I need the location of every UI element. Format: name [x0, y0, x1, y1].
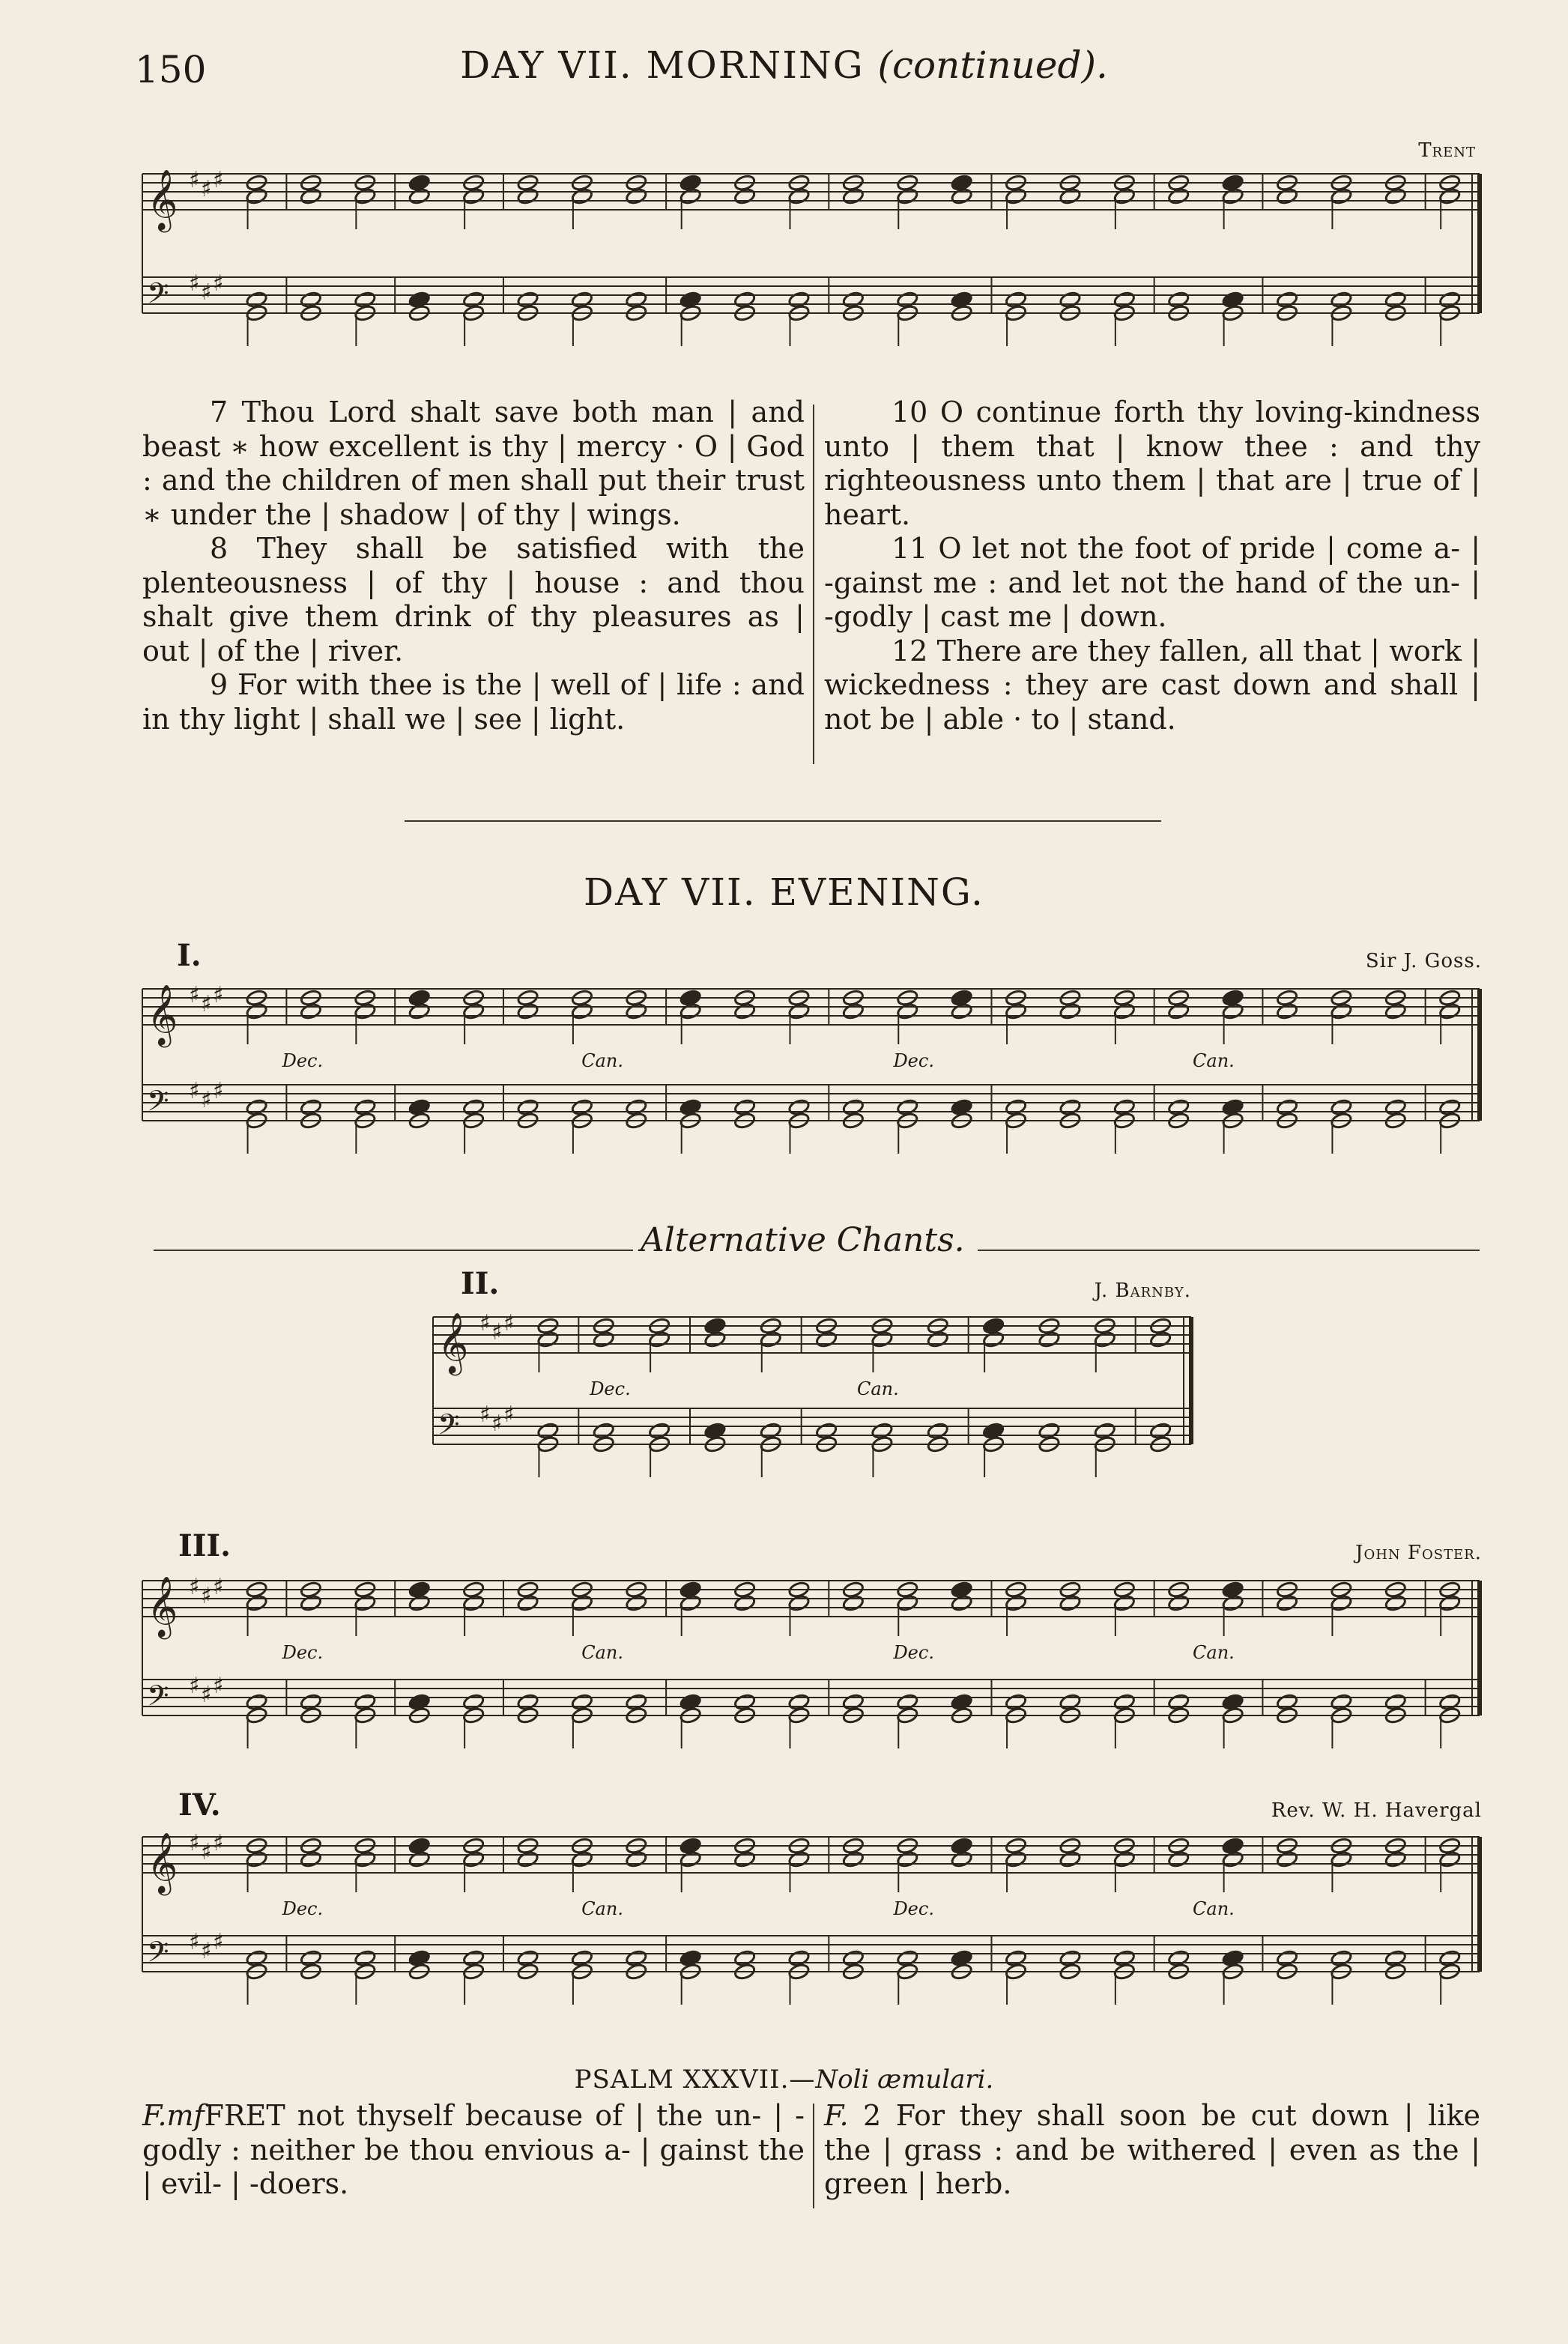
key-signature-icon: ♯	[503, 1402, 515, 1428]
psalm-title-label: PSALM XXXVII.—	[574, 2065, 816, 2095]
running-head-title: DAY VII. MORNING	[460, 43, 865, 87]
note-head-icon	[1330, 1850, 1352, 1868]
dec-marking: Dec.	[282, 1898, 324, 1919]
bass-clef-icon: 𝄢	[147, 1935, 169, 1975]
treble-clef-icon: 𝄞	[147, 984, 178, 1045]
bass-clef-icon: 𝄢	[438, 1408, 460, 1448]
dynamic-marking-left: F.mf	[142, 2099, 205, 2132]
note-head-icon	[571, 1850, 593, 1868]
key-signature-icon: ♯	[213, 270, 224, 297]
dec-marking: Dec.	[590, 1378, 631, 1399]
note-head-icon	[354, 1850, 376, 1868]
can-marking: Can.	[1193, 1898, 1235, 1919]
can-marking: Can.	[1193, 1642, 1235, 1663]
key-signature-icon: ♯	[201, 1087, 212, 1113]
verse-12: 12 There are they fallen, all that | work | wickedness : they are cast down and shall | not be | able · to | stand.	[824, 634, 1480, 736]
note-head-icon	[842, 1850, 865, 1868]
key-signature-icon: ♯	[213, 1929, 224, 1955]
treble-clef-icon: 𝄞	[147, 1832, 178, 1893]
verse-10: 10 O continue forth thy loving-kindness unto | them that | know thee : and thy righteousness unto them | that are | true of | heart.	[824, 396, 1480, 531]
note-head-icon	[733, 1850, 756, 1868]
treble-clef-icon: 𝄞	[147, 169, 178, 230]
note-head-icon	[951, 1850, 973, 1868]
running-head-suffix: (continued).	[877, 43, 1108, 87]
key-signature-icon: ♯	[201, 991, 212, 1017]
psalm-title	[0, 2065, 1568, 2095]
chant-numeral-iii: III.	[178, 1528, 231, 1563]
psalm-text-right-column	[824, 2099, 1480, 2202]
composer-havergal: Rev. W. H. Havergal	[1271, 1799, 1482, 1822]
key-signature-icon: ♯	[491, 1319, 503, 1345]
chant-numeral-iv: IV.	[178, 1787, 221, 1823]
note-head-icon	[1059, 1850, 1081, 1868]
composer-barnby: J. Barnby.	[1094, 1279, 1191, 1302]
key-signature-icon: ♯	[479, 1310, 491, 1336]
key-signature-icon: ♯	[189, 1929, 200, 1955]
bass-clef-icon: 𝄢	[147, 1084, 169, 1124]
chant-numeral-ii: II.	[461, 1266, 500, 1301]
psalm-subtitle: Noli æmulari.	[815, 2065, 994, 2095]
note-head-icon	[1222, 1850, 1244, 1868]
key-signature-icon: ♯	[213, 982, 224, 1008]
can-marking: Can.	[581, 1642, 623, 1663]
note-head-icon	[896, 1850, 918, 1868]
key-signature-icon: ♯	[189, 167, 200, 193]
key-signature-icon: ♯	[213, 167, 224, 193]
note-head-icon	[625, 1850, 647, 1868]
key-signature-icon: ♯	[201, 1839, 212, 1865]
bass-clef-icon: 𝄢	[147, 276, 169, 317]
key-signature-icon: ♯	[201, 1583, 212, 1609]
bass-clef-icon: 𝄢	[147, 1679, 169, 1719]
dec-marking: Dec.	[282, 1050, 324, 1071]
column-divider-psalm	[813, 2104, 814, 2208]
note-head-icon	[788, 1850, 811, 1868]
psalm-verse-1: FRET not thyself because of | the un- | -godly : neither be thou envious a- | gainst the | evil- | -doers.	[142, 2099, 805, 2200]
can-marking: Can.	[857, 1378, 899, 1399]
composer-trent: Trent	[1418, 139, 1476, 162]
note-head-icon	[1167, 1850, 1190, 1868]
dec-marking: Dec.	[282, 1642, 324, 1663]
note-head-icon	[517, 1850, 539, 1868]
note-head-icon	[300, 1850, 322, 1868]
key-signature-icon: ♯	[213, 1078, 224, 1104]
note-head-icon	[462, 1850, 485, 1868]
treble-clef-icon: 𝄞	[438, 1312, 469, 1373]
key-signature-icon: ♯	[189, 1830, 200, 1856]
page-number: 150	[135, 48, 207, 91]
key-signature-icon: ♯	[189, 982, 200, 1008]
key-signature-icon: ♯	[201, 1682, 212, 1708]
verse-11: 11 O let not the foot of pride | come a- | -gainst me : and let not the hand of the un- | -godly | cast me | down.	[824, 532, 1480, 633]
dec-marking: Dec.	[893, 1642, 934, 1663]
note-head-icon	[1384, 1850, 1407, 1868]
key-signature-icon: ♯	[189, 1078, 200, 1104]
can-marking: Can.	[581, 1050, 623, 1071]
dec-marking: Dec.	[893, 1050, 934, 1071]
chant-numeral-i: I.	[177, 938, 202, 973]
key-signature-icon: ♯	[213, 1673, 224, 1699]
key-signature-icon: ♯	[189, 1673, 200, 1699]
note-head-icon	[1276, 1850, 1298, 1868]
psalm-verse-2: 2 For they shall soon be cut down | like the | grass : and be withered | even as the | green | herb.	[824, 2099, 1480, 2200]
key-signature-icon: ♯	[479, 1402, 491, 1428]
key-signature-icon: ♯	[189, 270, 200, 297]
key-signature-icon: ♯	[201, 279, 212, 306]
note-head-icon	[1005, 1850, 1027, 1868]
dec-marking: Dec.	[893, 1898, 934, 1919]
can-marking: Can.	[581, 1898, 623, 1919]
psalm-text-left-column	[142, 2099, 805, 2202]
note-head-icon	[246, 1850, 268, 1868]
note-head-icon	[408, 1850, 431, 1868]
alternative-chants-heading: Alternative Chants.	[641, 1221, 965, 1259]
verse-7: 7 Thou Lord shalt save both man | and beast ∗ how excellent is thy | mercy · O | God : and the children of men shall put their trust ∗ under the | shadow | of thy | wings.	[142, 396, 805, 531]
key-signature-icon: ♯	[491, 1411, 503, 1437]
note-head-icon	[1113, 1850, 1136, 1868]
key-signature-icon: ♯	[201, 1938, 212, 1964]
verse-9: 9 For with thee is the | well of | life : and in thy light | shall we | see | light.	[142, 668, 805, 736]
key-signature-icon: ♯	[201, 176, 212, 202]
dynamic-marking-right: F.	[824, 2099, 849, 2132]
verse-8: 8 They shall be satisfied with the plenteousness | of thy | house : and thou shalt give them drink of thy pleasures as | out | of the | river.	[142, 532, 805, 667]
can-marking: Can.	[1193, 1050, 1235, 1071]
key-signature-icon: ♯	[503, 1310, 515, 1336]
treble-clef-icon: 𝄞	[147, 1575, 178, 1637]
note-head-icon	[1438, 1850, 1461, 1868]
composer-goss: Sir J. Goss.	[1365, 950, 1482, 972]
evening-section-title: DAY VII. EVENING.	[584, 870, 984, 914]
composer-foster: John Foster.	[1355, 1542, 1482, 1564]
key-signature-icon: ♯	[213, 1574, 224, 1600]
key-signature-icon: ♯	[189, 1574, 200, 1600]
note-head-icon	[679, 1850, 702, 1868]
key-signature-icon: ♯	[213, 1830, 224, 1856]
